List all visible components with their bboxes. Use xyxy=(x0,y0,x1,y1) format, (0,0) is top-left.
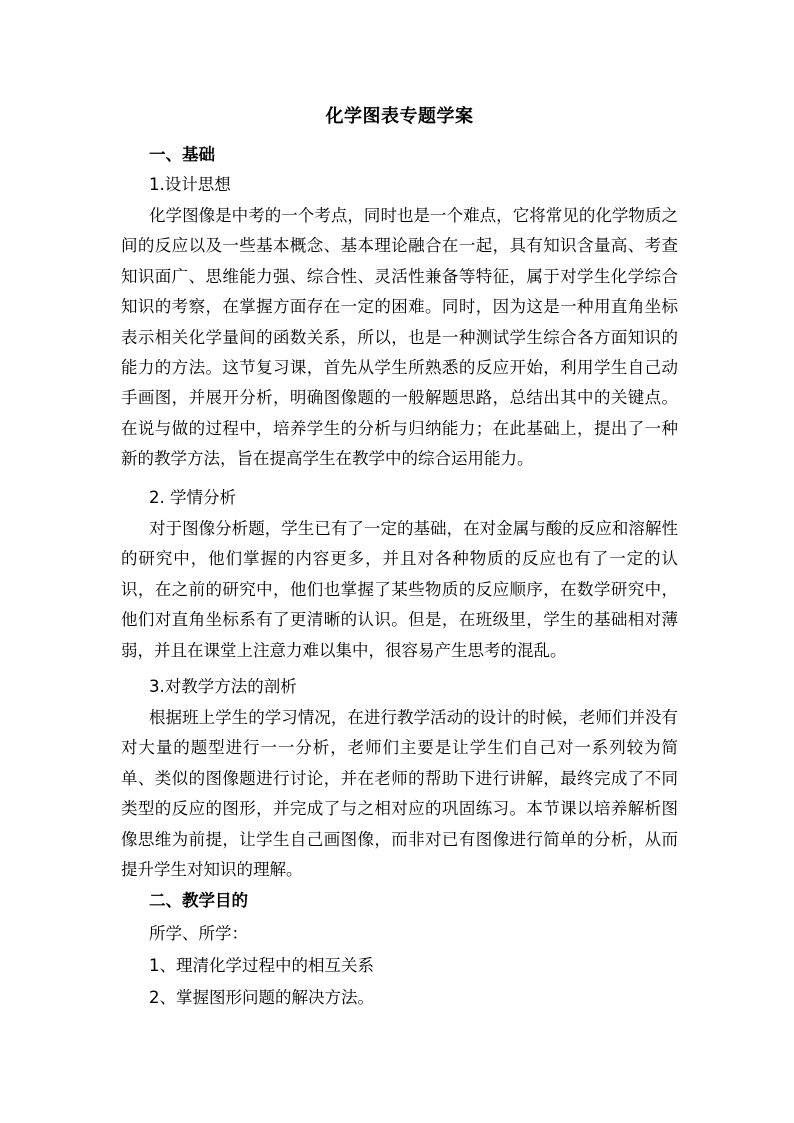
goal-item-2: 2、掌握图形问题的解决方法。 xyxy=(149,988,374,1007)
document-title: 化学图表专题学案 xyxy=(325,106,474,127)
paragraph-design-thought: 化学图像是中考的一个考点，同时也是一个难点，它将常见的化学物质之间的反应以及一些基本概念、基本理论融合在一起，具有知识含量高、考查知识面广、思维能力强、综合性、灵活性兼备等特征，属于对学生化学综合知识的考察，在掌握方面存在一定的困难。同时，因为这是一种用直角坐标表示相关化学量间的函数关系，所以，也是一种测试学生综合各方面知识的能力的方法。这节复习课，首先从学生所熟悉的反应开始，利用学生自己动手画图，并展开分析，明确图像题的一般解题思路，总结出其中的关键点。在说与做的过程中，培养学生的分析与归纳能力；在此基础上，提出了一种新的教学方法，旨在提高学生在教学中的综合运用能力。 xyxy=(121,206,678,469)
goals-intro: 所学、所学： xyxy=(149,924,248,943)
section-heading-teaching-goals: 二、教学目的 xyxy=(149,891,248,910)
section-heading-basics: 一、基础 xyxy=(149,145,215,164)
paragraph-student-analysis: 对于图像分析题，学生已有了一定的基础，在对金属与酸的反应和溶解性的研究中，他们掌握的内容更多，并且对各种物质的反应也有了一定的认识，在之前的研究中，他们也掌握了某些物质的反应顺序，在数学研究中，他们对直角坐标系有了更清晰的认识。但是，在班级里，学生的基础相对薄弱，并且在课堂上注意力难以集中，很容易产生思考的混乱。 xyxy=(121,519,678,660)
paragraph-teaching-method: 根据班上学生的学习情况，在进行教学活动的设计的时候，老师们并没有对大量的题型进行一一分析，老师们主要是让学生们自己对一系列较为简单、类似的图像题进行讨论，并在老师的帮助下进行讲解，最终完成了不同类型的反应的图形，并完成了与之相对应的巩固练习。本节课以培养解析图像思维为前提，让学生自己画图像，而非对已有图像进行简单的分析，从而提升学生对知识的理解。 xyxy=(121,708,678,880)
subsection-heading-student-analysis: 2. 学情分析 xyxy=(149,488,236,507)
goal-item-1: 1、理清化学过程中的相互关系 xyxy=(149,956,374,975)
subsection-heading-design: 1.设计思想 xyxy=(149,175,231,194)
subsection-heading-teaching-method: 3.对教学方法的剖析 xyxy=(149,677,297,696)
